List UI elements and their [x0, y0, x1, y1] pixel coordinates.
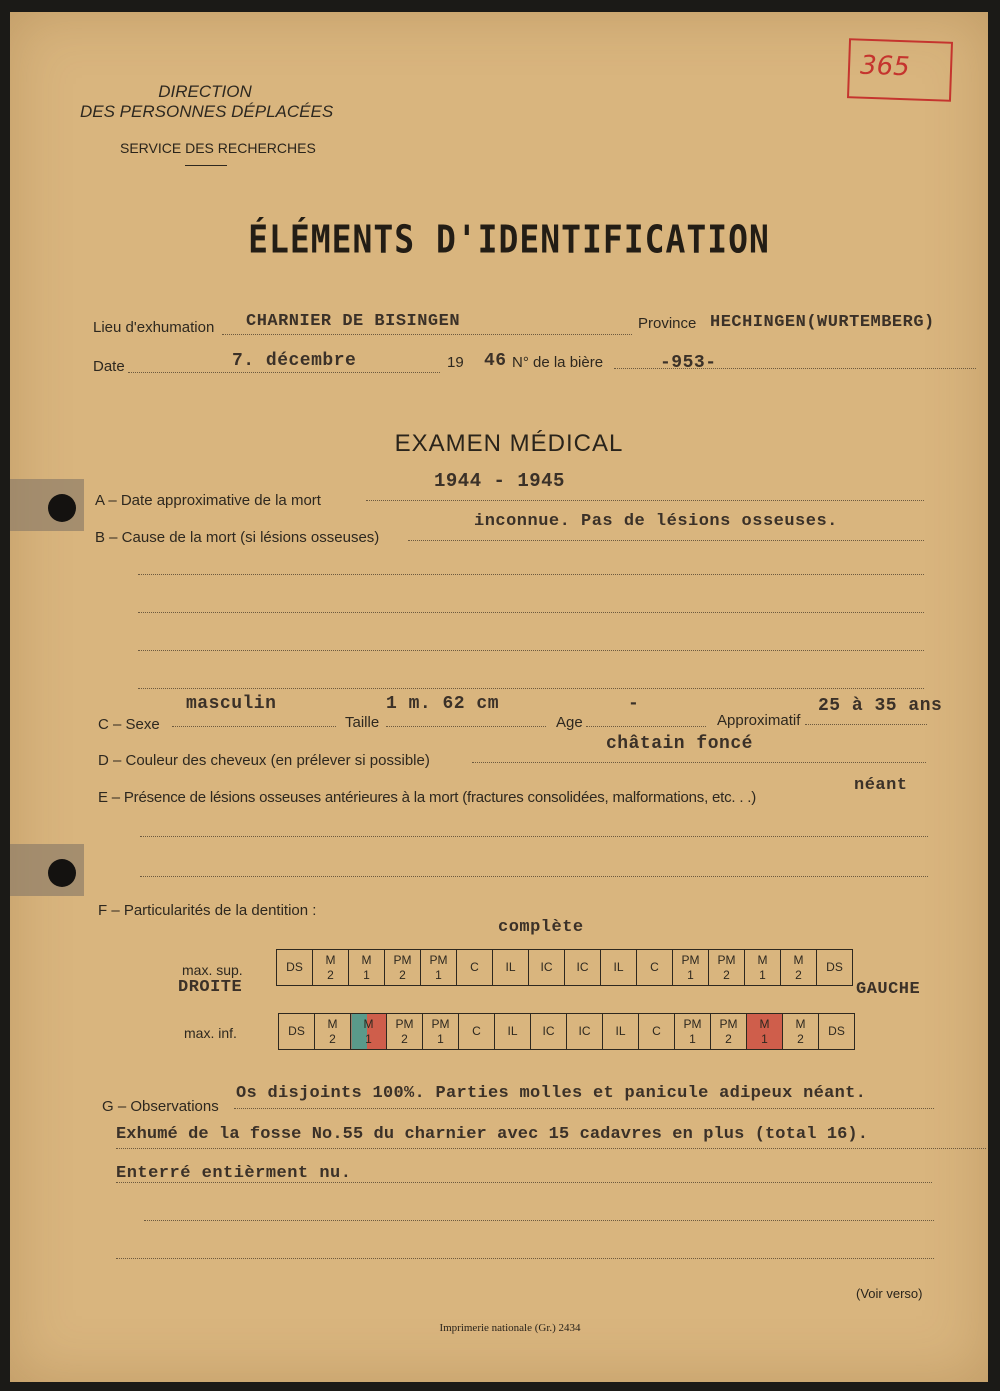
tooth-number: 1	[689, 1031, 696, 1046]
tooth-number: 2	[795, 967, 802, 982]
tooth-type: C	[470, 960, 479, 974]
date-line	[128, 372, 440, 373]
tooth-type: M	[795, 1016, 806, 1031]
lower-tooth-ds-15	[819, 1014, 855, 1050]
lower-tooth-m1-13	[747, 1014, 783, 1050]
upper-tooth-il-6	[493, 950, 529, 986]
taille-value: 1 m. 62 cm	[386, 694, 500, 714]
date-label: Date	[93, 358, 125, 375]
section-g-line-1	[234, 1108, 934, 1109]
date-value: 7. décembre	[232, 351, 357, 371]
section-d-value: châtain foncé	[606, 734, 753, 754]
upper-tooth-ic-8	[565, 950, 601, 986]
tooth-number: 1	[759, 967, 766, 982]
tooth-number: 1	[687, 967, 694, 982]
biere-value: -953-	[660, 353, 717, 373]
section-b-value: inconnue. Pas de lésions osseuses.	[474, 512, 838, 531]
section-b-line-2	[138, 574, 924, 575]
lower-tooth-m1-2	[351, 1014, 387, 1050]
section-g-label: G – Observations	[102, 1098, 219, 1115]
upper-tooth-c-10	[637, 950, 673, 986]
section-d-label: D – Couleur des cheveux (en prélever si possible)	[98, 752, 430, 769]
upper-tooth-ic-7	[529, 950, 565, 986]
tooth-number: 2	[399, 967, 406, 982]
reference-stamp	[847, 38, 953, 102]
tooth-number: 1	[435, 967, 442, 982]
tooth-number: 2	[725, 1031, 732, 1046]
section-g-line-5	[116, 1258, 934, 1259]
lower-tooth-ic-7	[531, 1014, 567, 1050]
age-label: Age	[556, 714, 583, 731]
biere-label: N° de la bière	[512, 354, 604, 371]
upper-tooth-m1-13	[745, 950, 781, 986]
tooth-type: PM	[683, 1016, 702, 1031]
observation-line-2: Exhumé de la fosse No.55 du charnier avec 15 cadavres en plus (total 16).	[116, 1125, 869, 1144]
upper-tooth-pm1-11	[673, 950, 709, 986]
header-service: SERVICE DES RECHERCHES	[120, 140, 316, 156]
tooth-type: IL	[505, 960, 516, 974]
year-prefix: 19	[447, 354, 464, 371]
section-b-line	[408, 540, 924, 541]
tooth-number: 2	[797, 1031, 804, 1046]
tooth-number: 1	[365, 1031, 372, 1046]
year-value: 46	[484, 351, 507, 371]
lower-jaw-label: max. inf.	[184, 1025, 237, 1041]
section-e-line-2	[140, 836, 928, 837]
section-e-line-3	[140, 876, 928, 877]
punch-hole-top	[48, 494, 76, 522]
section-f-value: complète	[498, 918, 584, 937]
upper-teeth-chart	[276, 949, 853, 986]
lieu-label: Lieu d'exhumation	[93, 319, 215, 336]
lower-tooth-il-6	[495, 1014, 531, 1050]
upper-tooth-c-5	[457, 950, 493, 986]
tooth-type: IL	[507, 1024, 518, 1038]
tooth-type: IL	[613, 960, 624, 974]
tooth-type: PM	[431, 1016, 450, 1031]
lower-tooth-m2-1	[315, 1014, 351, 1050]
tooth-type: PM	[681, 952, 700, 967]
tooth-type: IC	[540, 960, 553, 974]
section-f-label: F – Particularités de la dentition :	[98, 902, 317, 919]
stamp-number: 365	[859, 50, 911, 83]
tooth-number: 2	[327, 967, 334, 982]
observation-line-3: Enterré entièrment nu.	[116, 1164, 352, 1183]
section-g-line-2	[116, 1148, 986, 1149]
lower-tooth-pm2-12	[711, 1014, 747, 1050]
sexe-value: masculin	[186, 694, 277, 714]
tooth-type: IC	[542, 1024, 555, 1038]
tooth-number: 2	[723, 967, 730, 982]
tooth-type: IL	[615, 1024, 626, 1038]
section-b-line-5	[138, 688, 924, 689]
province-label: Province	[638, 315, 697, 332]
lower-tooth-c-5	[459, 1014, 495, 1050]
lower-tooth-m2-14	[783, 1014, 819, 1050]
observation-line-1: Os disjoints 100%. Parties molles et panicule adipeux néant.	[236, 1084, 867, 1103]
lieu-line	[222, 334, 632, 335]
section-b-line-3	[138, 612, 924, 613]
left-side-label: GAUCHE	[856, 980, 921, 999]
section-b-line-4	[138, 650, 924, 651]
right-side-label: DROITE	[178, 978, 243, 997]
tooth-type: DS	[828, 1024, 845, 1038]
lower-tooth-pm2-3	[387, 1014, 423, 1050]
age-value: -	[628, 694, 640, 714]
lower-tooth-ds-0	[279, 1014, 315, 1050]
tooth-type: IC	[578, 1024, 591, 1038]
tooth-type: M	[361, 952, 372, 967]
tooth-number: 1	[761, 1031, 768, 1046]
section-g-line-4	[144, 1220, 934, 1221]
lower-tooth-pm1-4	[423, 1014, 459, 1050]
verso-note: (Voir verso)	[856, 1286, 923, 1301]
tooth-number: 2	[401, 1031, 408, 1046]
exam-title: EXAMEN MÉDICAL	[394, 430, 624, 457]
upper-tooth-m2-1	[313, 950, 349, 986]
tooth-type: M	[327, 1016, 338, 1031]
header-personnes: DES PERSONNES DÉPLACÉES	[80, 102, 334, 121]
approx-line	[805, 724, 927, 725]
lieu-value: CHARNIER DE BISINGEN	[246, 312, 461, 331]
tooth-type: DS	[826, 960, 843, 974]
taille-line	[386, 726, 546, 727]
header-rule	[185, 165, 227, 166]
lower-tooth-ic-8	[567, 1014, 603, 1050]
lower-tooth-pm1-11	[675, 1014, 711, 1050]
tooth-type: C	[472, 1024, 481, 1038]
tooth-type: M	[759, 1016, 770, 1031]
taille-label: Taille	[345, 714, 380, 731]
section-e-label: E – Présence de lésions osseuses antérieures à la mort (fractures consolidées, malformations, etc. . .)	[98, 789, 757, 806]
upper-tooth-pm2-3	[385, 950, 421, 986]
upper-tooth-pm2-12	[709, 950, 745, 986]
tooth-type: PM	[393, 952, 412, 967]
printer-mark: Imprimerie nationale (Gr.) 2434	[439, 1322, 581, 1334]
section-a-line	[366, 500, 924, 501]
header-direction: DIRECTION	[158, 82, 252, 101]
punch-hole-bottom	[48, 859, 76, 887]
tooth-number: 2	[329, 1031, 336, 1046]
tooth-type: C	[650, 960, 659, 974]
tooth-type: M	[793, 952, 804, 967]
tooth-type: M	[757, 952, 768, 967]
section-e-value: néant	[854, 776, 908, 795]
sexe-line	[172, 726, 336, 727]
tooth-type: DS	[286, 960, 303, 974]
tooth-type: PM	[429, 952, 448, 967]
tooth-type: IC	[576, 960, 589, 974]
approx-label: Approximatif	[717, 712, 801, 729]
tooth-type: PM	[395, 1016, 414, 1031]
tooth-type: PM	[717, 952, 736, 967]
document-sheet	[10, 12, 988, 1382]
section-a-label: A – Date approximative de la mort	[95, 492, 321, 509]
lower-tooth-il-9	[603, 1014, 639, 1050]
section-c-sexe-label: C – Sexe	[98, 716, 160, 733]
lower-teeth-chart	[278, 1013, 855, 1050]
age-line	[586, 726, 706, 727]
upper-tooth-pm1-4	[421, 950, 457, 986]
tooth-type: C	[652, 1024, 661, 1038]
upper-tooth-ds-0	[277, 950, 313, 986]
page-title: ÉLÉMENTS D'IDENTIFICATION	[248, 217, 770, 262]
upper-tooth-m1-2	[349, 950, 385, 986]
tooth-type: PM	[719, 1016, 738, 1031]
tooth-type: M	[363, 1016, 374, 1031]
tooth-number: 1	[363, 967, 370, 982]
upper-tooth-il-9	[601, 950, 637, 986]
tooth-type: M	[325, 952, 336, 967]
section-a-value: 1944 - 1945	[434, 470, 565, 492]
tooth-number: 1	[437, 1031, 444, 1046]
lower-tooth-c-10	[639, 1014, 675, 1050]
approx-value: 25 à 35 ans	[818, 696, 943, 716]
section-b-label: B – Cause de la mort (si lésions osseuses)	[95, 529, 380, 546]
upper-tooth-ds-15	[817, 950, 853, 986]
tooth-type: DS	[288, 1024, 305, 1038]
section-d-line	[472, 762, 926, 763]
province-value: HECHINGEN(WURTEMBERG)	[710, 313, 935, 332]
upper-tooth-m2-14	[781, 950, 817, 986]
upper-jaw-label: max. sup.	[182, 962, 243, 978]
